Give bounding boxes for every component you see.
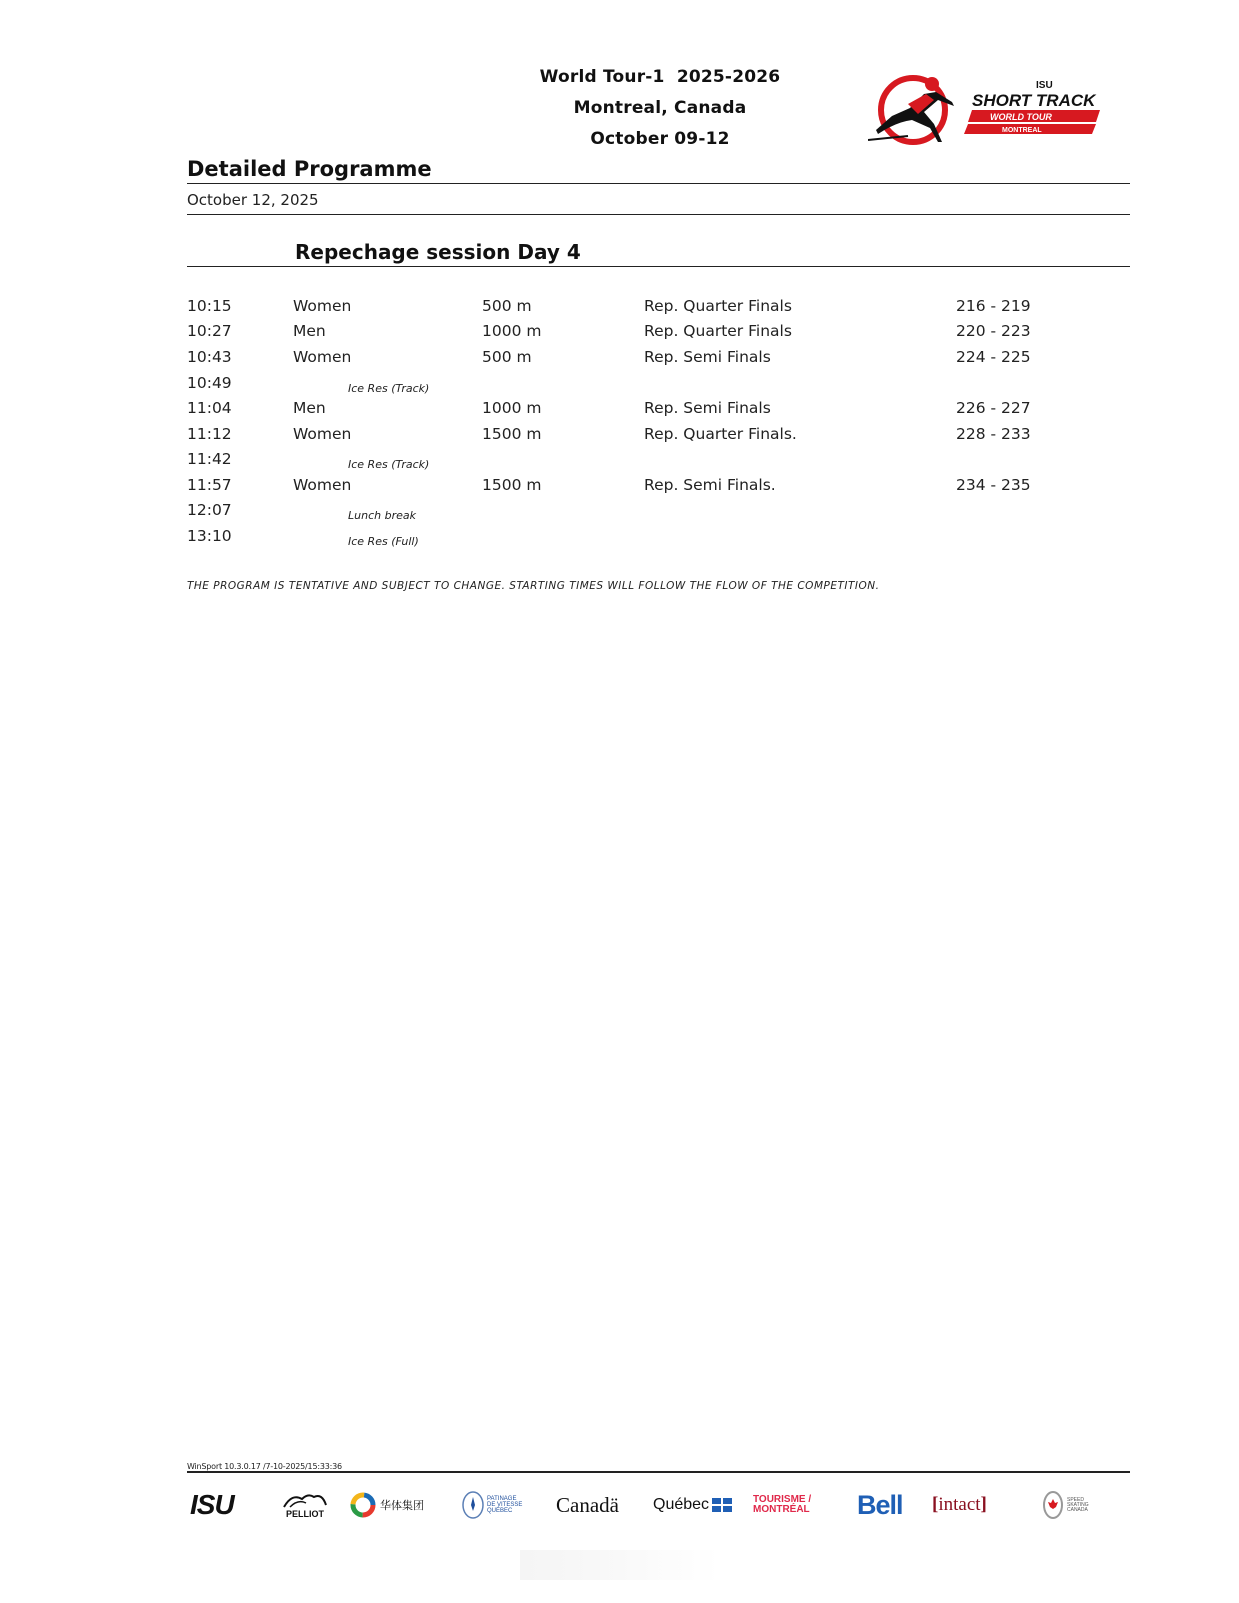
row-distance: 500 m bbox=[482, 348, 532, 366]
event-title: World Tour-1 2025-2026 bbox=[539, 67, 781, 87]
row-note: Ice Res (Full) bbox=[348, 535, 419, 548]
wave-icon bbox=[282, 1491, 328, 1509]
row-time: 11:04 bbox=[187, 399, 232, 417]
maple-leaf-icon bbox=[1042, 1490, 1064, 1520]
row-races: 224 - 225 bbox=[956, 348, 1031, 366]
quebec-flag-icon bbox=[712, 1498, 732, 1512]
logo-band1: WORLD TOUR bbox=[990, 112, 1052, 122]
row-races: 234 - 235 bbox=[956, 476, 1031, 494]
row-distance: 1500 m bbox=[482, 425, 542, 443]
sponsor-strip bbox=[190, 1485, 1120, 1525]
date-divider bbox=[187, 214, 1130, 215]
row-distance: 500 m bbox=[482, 297, 532, 315]
skater-icon bbox=[868, 77, 954, 142]
row-time: 10:15 bbox=[187, 297, 232, 315]
footer-meta: WinSport 10.3.0.17 /7-10-2025/15:33:36 bbox=[187, 1462, 342, 1471]
programme-row bbox=[187, 450, 1130, 474]
logo-title: SHORT TRACK bbox=[972, 91, 1096, 110]
programme-row bbox=[187, 527, 1130, 551]
huati-label: 华体集团 bbox=[380, 1499, 424, 1512]
row-time: 12:07 bbox=[187, 501, 232, 519]
row-round: Rep. Semi Finals bbox=[644, 348, 771, 366]
logo-band2: MONTREAL bbox=[1002, 127, 1042, 134]
row-races: 226 - 227 bbox=[956, 399, 1031, 417]
row-gender: Women bbox=[293, 425, 352, 443]
programme-row bbox=[187, 348, 1130, 372]
quebec-label: Québec bbox=[653, 1496, 710, 1513]
row-gender: Women bbox=[293, 297, 352, 315]
row-note: Ice Res (Track) bbox=[348, 382, 430, 395]
row-time: 11:57 bbox=[187, 476, 232, 494]
row-gender: Men bbox=[293, 399, 326, 417]
ssc-label: SPEED SKATING CANADA bbox=[1067, 1496, 1089, 1513]
intact-label: intact bbox=[938, 1494, 981, 1515]
programme-row bbox=[187, 322, 1130, 346]
fleur-icon bbox=[462, 1491, 484, 1519]
row-time: 11:42 bbox=[187, 450, 232, 468]
programme-row bbox=[187, 374, 1130, 398]
sponsor-pelliot-logo bbox=[282, 1485, 328, 1525]
sponsor-speed-skating-canada-logo bbox=[1042, 1485, 1097, 1525]
session-title: Repechage session Day 4 bbox=[295, 240, 581, 264]
row-time: 11:12 bbox=[187, 425, 232, 443]
ring-icon bbox=[350, 1492, 376, 1518]
row-time: 10:27 bbox=[187, 322, 232, 340]
row-races: 216 - 219 bbox=[956, 297, 1031, 315]
row-gender: Women bbox=[293, 348, 352, 366]
row-distance: 1000 m bbox=[482, 399, 542, 417]
disclaimer: THE PROGRAM IS TENTATIVE AND SUBJECT TO CHANGE. STARTING TIMES WILL FOLLOW THE FLOW OF THE COMPETITION. bbox=[187, 580, 880, 592]
programme-row bbox=[187, 501, 1130, 525]
sponsor-patinage-quebec-logo bbox=[462, 1485, 523, 1525]
row-time: 10:49 bbox=[187, 374, 232, 392]
row-round: Rep. Quarter Finals bbox=[644, 322, 792, 340]
pelliot-label: PELLIOT bbox=[286, 1509, 324, 1519]
patinage-label: PATINAGE DE VITESSE QUÉBEC bbox=[487, 1496, 523, 1514]
programme-row bbox=[187, 399, 1130, 423]
sponsor-tourisme-montreal-logo: TOURISME / MONTRÉAL bbox=[753, 1494, 812, 1515]
row-note: Lunch break bbox=[348, 509, 416, 522]
scan-artifact bbox=[520, 1550, 720, 1580]
sponsor-huati-logo bbox=[350, 1485, 424, 1525]
row-round: Rep. Quarter Finals. bbox=[644, 425, 797, 443]
row-races: 228 - 233 bbox=[956, 425, 1031, 443]
session-divider bbox=[187, 266, 1130, 267]
programme-row bbox=[187, 425, 1130, 449]
sponsor-bell-logo: Bell bbox=[857, 1489, 903, 1520]
row-round: Rep. Semi Finals. bbox=[644, 476, 776, 494]
row-time: 10:43 bbox=[187, 348, 232, 366]
title-divider bbox=[187, 183, 1130, 184]
programme-row bbox=[187, 297, 1130, 321]
short-track-world-tour-logo bbox=[868, 70, 1124, 150]
document-date: October 12, 2025 bbox=[187, 191, 319, 209]
row-note: Ice Res (Track) bbox=[348, 458, 430, 471]
document-title: Detailed Programme bbox=[187, 157, 432, 181]
sponsor-intact-logo: [ intact ] bbox=[932, 1494, 987, 1515]
programme-row bbox=[187, 476, 1130, 500]
sponsor-canada-logo: Canadä bbox=[556, 1492, 619, 1517]
row-round: Rep. Quarter Finals bbox=[644, 297, 792, 315]
row-round: Rep. Semi Finals bbox=[644, 399, 771, 417]
event-header bbox=[500, 62, 820, 155]
row-gender: Women bbox=[293, 476, 352, 494]
row-gender: Men bbox=[293, 322, 326, 340]
logo-isu: ISU bbox=[1036, 80, 1053, 91]
row-time: 13:10 bbox=[187, 527, 232, 545]
event-dates: October 09-12 bbox=[590, 129, 730, 149]
sponsor-isu-logo: ISU bbox=[190, 1489, 234, 1520]
event-location: Montreal, Canada bbox=[573, 98, 747, 118]
sponsor-quebec-logo bbox=[653, 1485, 732, 1525]
footer-divider bbox=[187, 1471, 1130, 1473]
row-distance: 1000 m bbox=[482, 322, 542, 340]
row-distance: 1500 m bbox=[482, 476, 542, 494]
row-races: 220 - 223 bbox=[956, 322, 1031, 340]
